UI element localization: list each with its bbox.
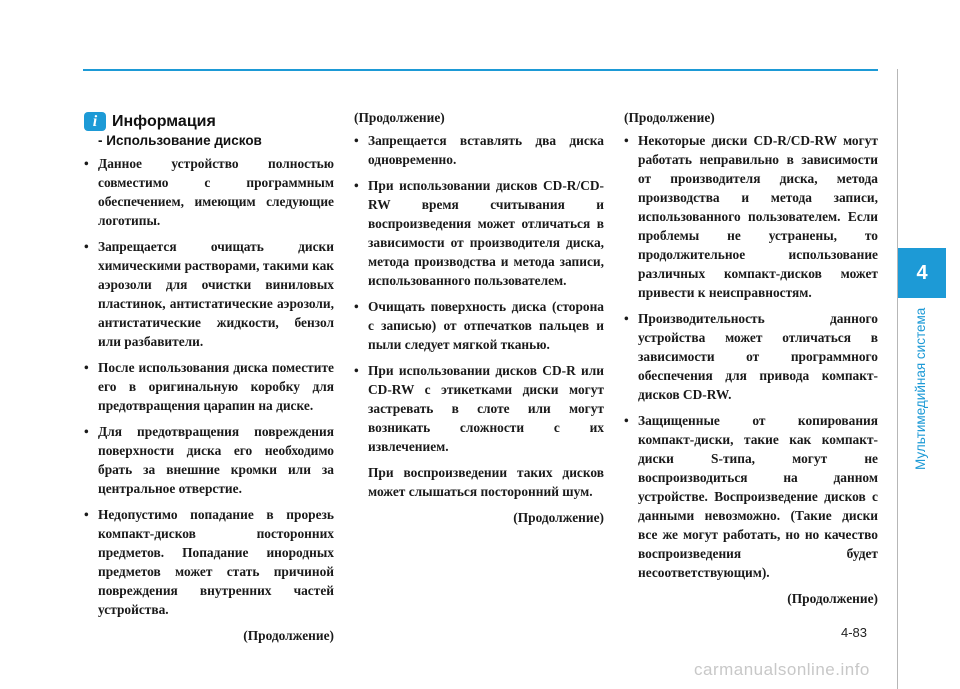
list-item: • Защищенные от копирования компакт-диски, такие как компакт-диски S-типа, могут не воспроизводиться на данном устройстве. Воспроизведение дисков с данными невозможно. (Такие диски все же могут работать, но но качество воспроизведения будет несоответствующим). [624, 411, 878, 582]
list-item: • Запрещается вставлять два диска одновременно. [354, 131, 604, 169]
col1-list [84, 154, 334, 619]
header-rule [83, 69, 878, 71]
watermark: carmanualsonline.info [694, 660, 870, 679]
column-3 [624, 108, 878, 608]
list-item: • Некоторые диски CD-R/CD-RW могут работать неправильно в зависимости от производителя диска, метода производства и метода записи, использованного пользователем. Если проблемы не устранены, то продолжительное использование различных компакт-дисков может привести к неисправностям. [624, 131, 878, 302]
info-subtitle: - Использование дисков [98, 133, 262, 148]
list-item: • Для предотвращения повреждения поверхности диска его необходимо брать за внешние кромки или за центральное отверстие. [84, 422, 334, 498]
note-paragraph: При воспроизведении таких дисков может слышаться посторонний шум. [368, 465, 604, 499]
continued-label: (Продолжение) [243, 628, 334, 643]
page-number: 4-83 [841, 625, 868, 640]
chapter-title: Мультимедийная система [913, 307, 928, 470]
list-item: • Недопустимо попадание в прорезь компакт-дисков посторонних предметов. Попадание инородных предметов может стать причиной повреждения внутренних частей устройства. [84, 505, 334, 619]
side-rule [897, 69, 898, 689]
list-item: • При использовании дисков CD-R/CD-RW время считывания и воспроизведения может отличаться в зависимости от производителя диска, метода производства и метода записи, использованного пользователем. [354, 176, 604, 290]
column-2 [354, 108, 604, 527]
list-item: • Запрещается очищать диски химическими растворами, такими как аэрозоли для очистки виниловых пластинок, антистатические аэрозоли, антистатические жидкости, бензол или разбавители. [84, 237, 334, 351]
info-header [84, 112, 334, 131]
continued-top: (Продолжение) [354, 110, 445, 125]
info-icon: i [84, 112, 106, 131]
list-item: • При использовании дисков CD-R или CD-RW с этикетками диски могут застревать в слоте или могут возникать сложности с их извлечением. [354, 361, 604, 456]
continued-label: (Продолжение) [513, 510, 604, 525]
list-item: • Очищать поверхность диска (сторона с записью) от отпечатков пальцев и пыли следует мягкой тканью. [354, 297, 604, 354]
list-item: • Данное устройство полностью совместимо с программным обеспечением, имеющим следующие логотипы. [84, 154, 334, 230]
col2-list [354, 131, 604, 456]
continued-top: (Продолжение) [624, 110, 715, 125]
continued-label: (Продолжение) [787, 591, 878, 606]
col3-list [624, 131, 878, 582]
chapter-tab: 4 [898, 248, 946, 298]
list-item: • Производительность данного устройства может отличаться в зависимости от программного обеспечения для привода компакт-дисков CD-RW. [624, 309, 878, 404]
list-item: • После использования диска поместите его в оригинальную коробку для предотвращения царапин на диске. [84, 358, 334, 415]
column-1 [84, 108, 334, 645]
info-title: Информация [112, 113, 216, 130]
